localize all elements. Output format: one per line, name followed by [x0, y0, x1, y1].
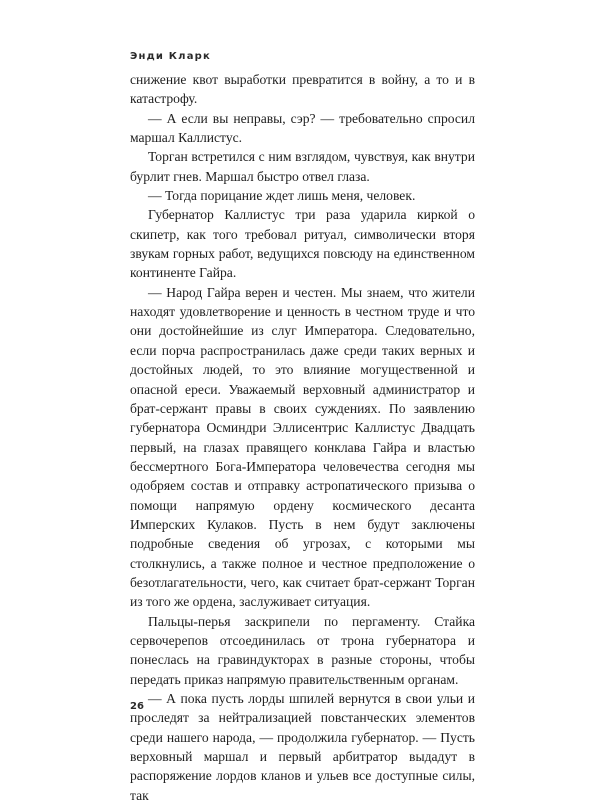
paragraph: Торган встретился с ним взглядом, чувствуя, как внутри бурлит гнев. Маршал быстро отвел глаза.: [130, 149, 475, 184]
page-number: 26: [130, 701, 144, 712]
paragraph: — Тогда порицание ждет лишь меня, человек.: [148, 188, 416, 204]
paragraph: снижение квот выработки превратится в войну, а то и в катастрофу.: [130, 72, 475, 107]
paragraph: — А если вы неправы, сэр? — требовательно спросил маршал Каллистус.: [130, 110, 475, 146]
body-text: [130, 70, 475, 805]
paragraph: — Народ Гайра верен и честен. Мы знаем, что жители находят удовлетворение и ценность в честном труде и что они достойнейшие из слуг Императора. Следовательно, если порча распространилась даже среди таких верных и достойных людей, то это влияние могущественной и опасной ереси. Уважаемый верховный администратор и брат-сержант правы в своих суждениях. По заявлению губернатора Осминдри Эллисентрис Каллистус Двадцать первый, на глазах правящего конклава Гайра и властью бессмертного Бога-Императора человечества сегодня мы одобряем состав и отправку астропатического призыва о помощи напрямую ордену космического десанта Имперских Кулаков. Пусть в нем будут заключены подробные сведения об угрозах, с которыми мы столкнулись, а также полное и честное предположение о безотлагательности, чего, как считает брат-сержант Торган из того же ордена, заслуживает ситуация.: [130, 284, 475, 610]
paragraph: Губернатор Каллистус три раза ударила киркой о скипетр, как того требовал ритуал, символически вторя звукам горных работ, ведущихся повсюду на единственном континенте Гайра.: [130, 207, 475, 281]
paragraph: Пальцы-перья заскрипели по пергаменту. Стайка сервочерепов отсоединилась от трона губернатора и понеслась на гравиндукторах в разные стороны, чтобы передать приказ напрямую правительственным органам.: [130, 613, 475, 687]
paragraph: — А пока пусть лорды шпилей вернутся в свои ульи и проследят за нейтрализацией повстанческих элементов среди нашего народа, — продолжила губернатор. — Пусть верховный маршал и первый арбитратор выдадут в распоряжение лордов кланов и ульев все доступные силы, так: [130, 691, 475, 803]
running-head: Энди Кларк: [130, 51, 212, 62]
